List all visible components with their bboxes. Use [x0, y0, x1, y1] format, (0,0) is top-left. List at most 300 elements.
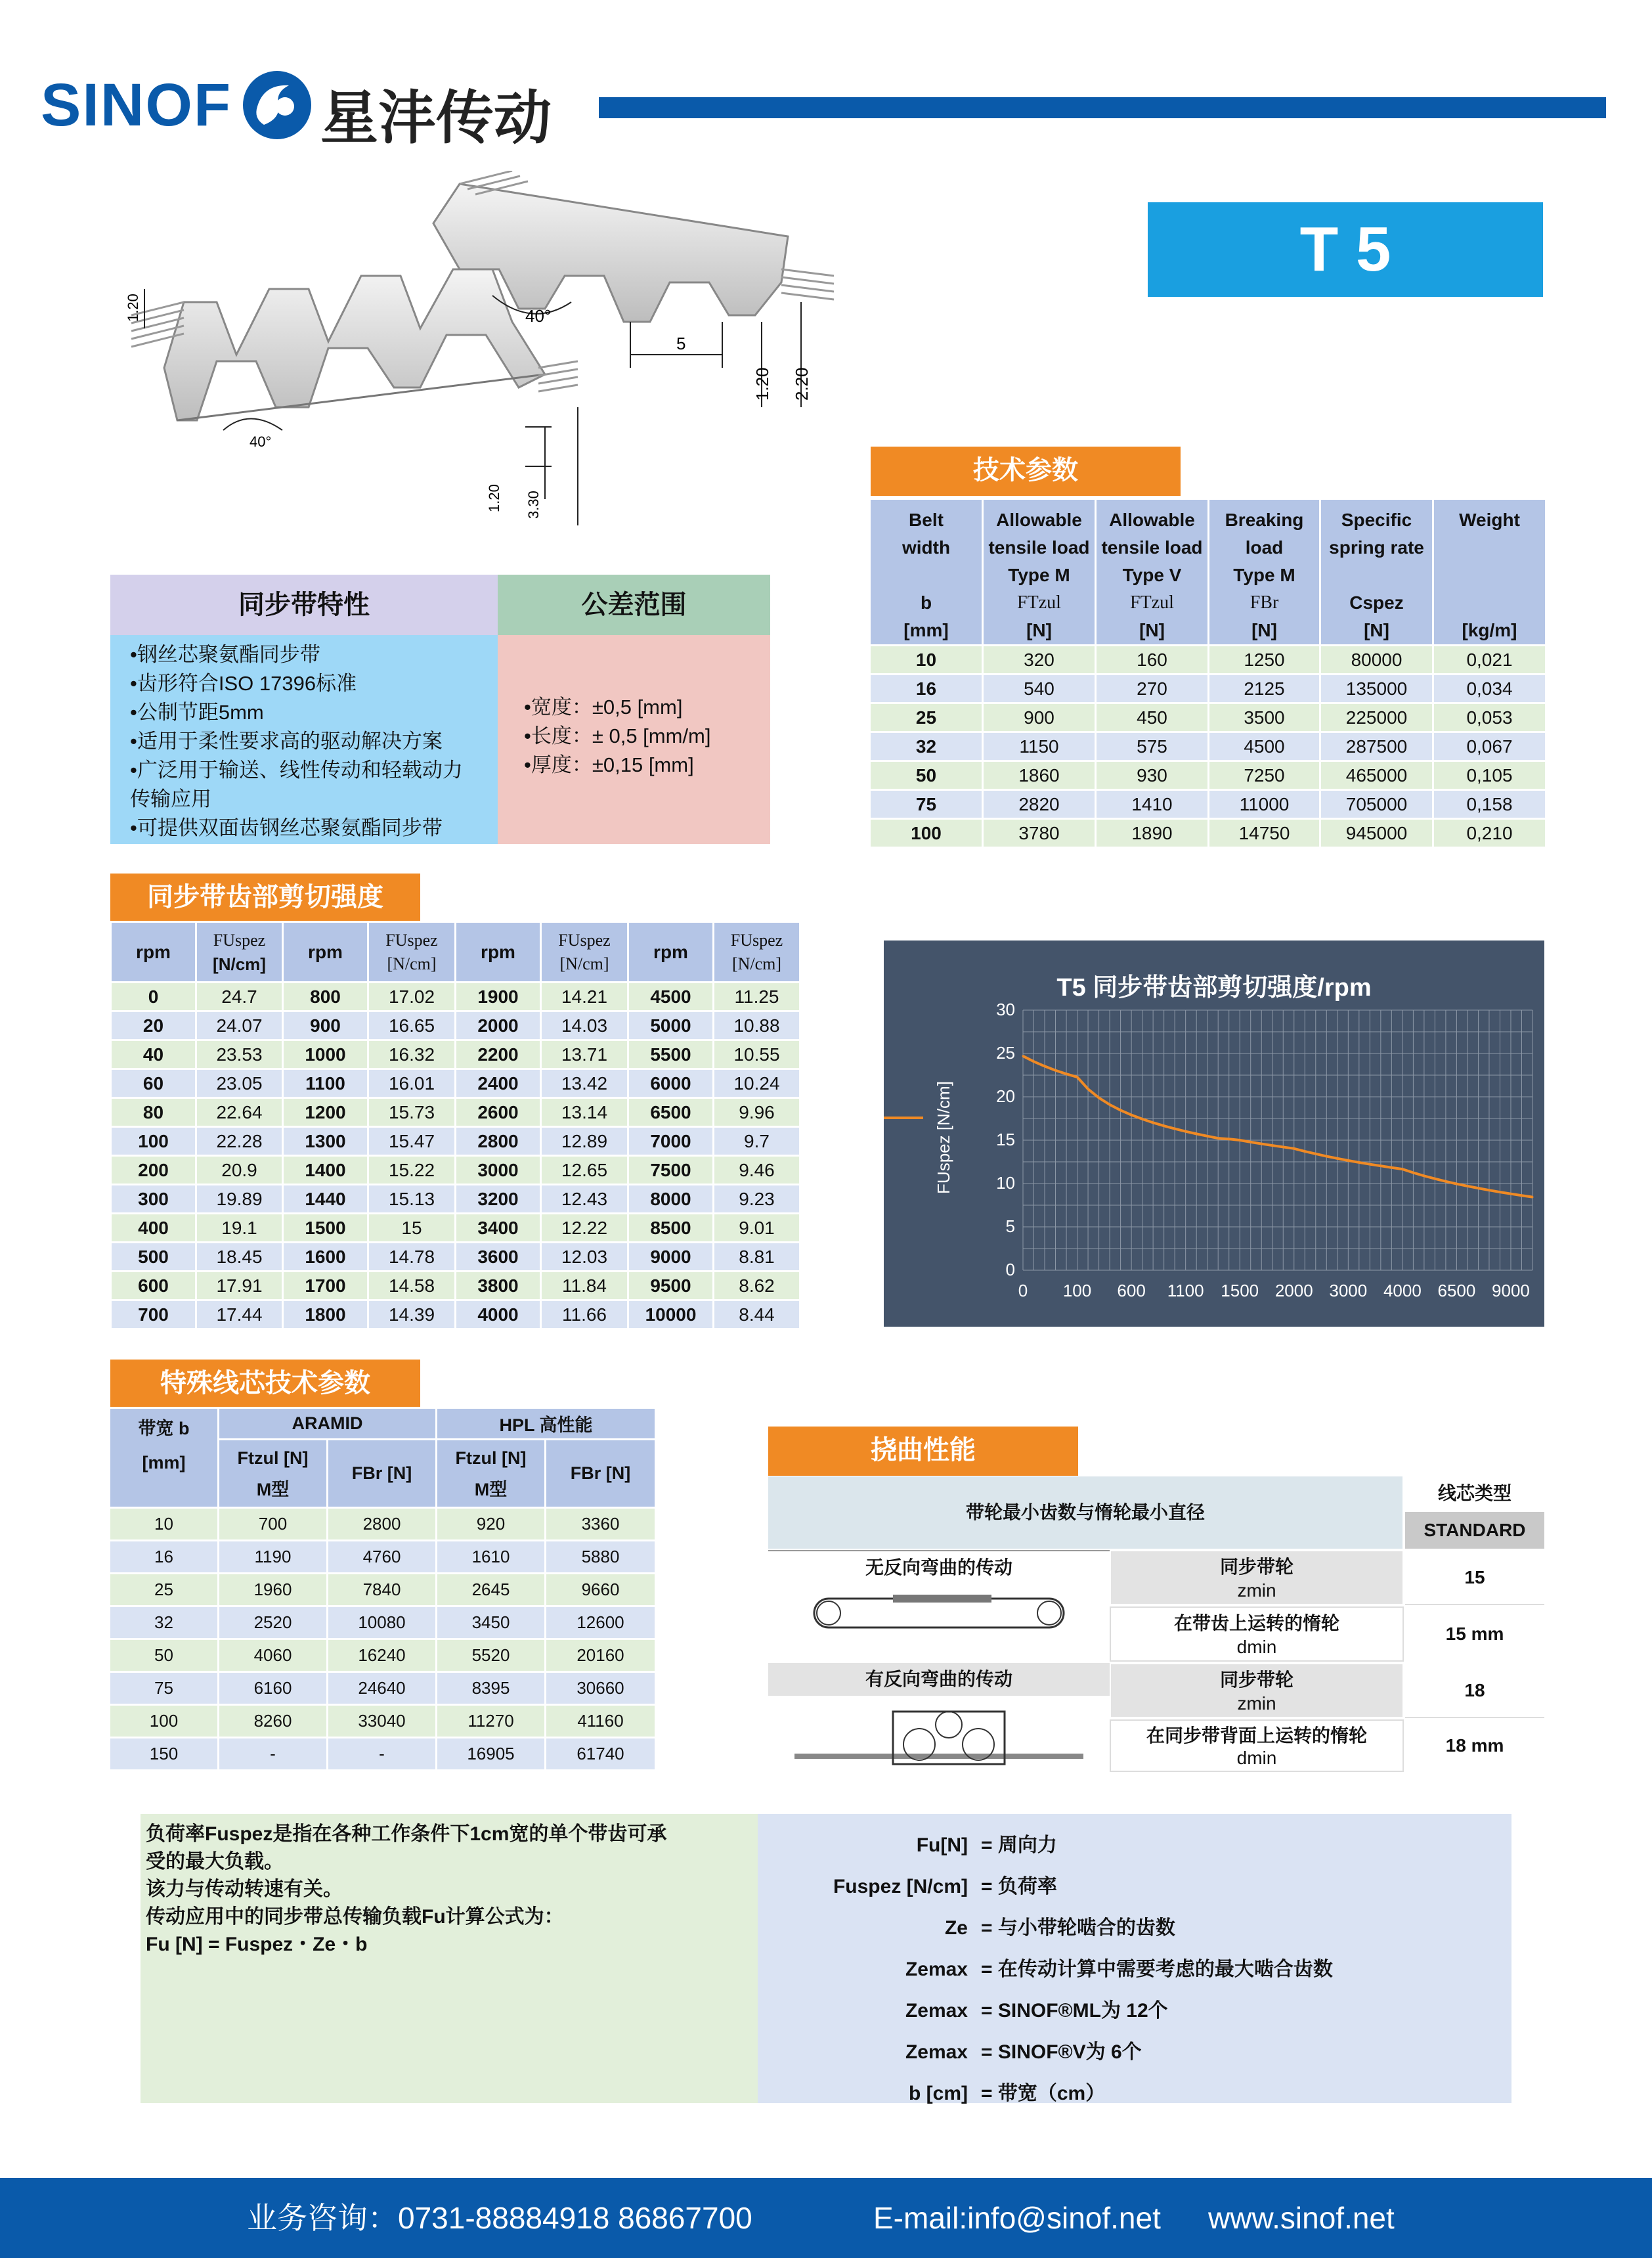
definition-row: [758, 1949, 1511, 1990]
table-cell: 150: [110, 1738, 219, 1771]
table-cell: 540: [983, 675, 1096, 703]
shear-header-force: FUspez [N/cm]: [196, 922, 283, 983]
table-cell: 80000: [1320, 646, 1433, 675]
table-cell: 15: [368, 1214, 456, 1243]
table-cell: 135000: [1320, 675, 1433, 703]
table-cell: 4500: [1209, 732, 1320, 761]
table-cell: 18.45: [196, 1243, 283, 1272]
table-cell: 200: [111, 1156, 196, 1185]
flex-title: 挠曲性能: [768, 1427, 1078, 1476]
table-cell: 14750: [1209, 819, 1320, 848]
features-list: [110, 635, 498, 844]
table-cell: 16: [870, 675, 983, 703]
table-cell: 450: [1096, 703, 1209, 732]
data-point: [1250, 1141, 1251, 1143]
table-cell: 10: [110, 1508, 219, 1541]
data-point: [1488, 1189, 1490, 1191]
table-cell: 10080: [328, 1606, 437, 1639]
table-cell: 2400: [456, 1069, 541, 1098]
table-cell: 11.25: [714, 983, 800, 1011]
brand-cn: 星沣传动: [320, 85, 552, 150]
table-row: [110, 1705, 656, 1738]
flex-r2b-value: 18 mm: [1405, 1719, 1544, 1772]
data-point: [1336, 1157, 1338, 1159]
x-tick-label: 0: [1018, 1281, 1028, 1300]
table-row: [110, 1639, 656, 1672]
data-point: [1401, 1168, 1403, 1170]
table-row: [110, 1541, 656, 1574]
table-cell: 4060: [219, 1639, 328, 1672]
table-cell: 8.44: [714, 1300, 800, 1329]
table-cell: 10: [870, 646, 983, 675]
data-point: [1434, 1178, 1436, 1180]
table-cell: 14.39: [368, 1300, 456, 1329]
table-cell: 7840: [328, 1574, 437, 1606]
features-title: 同步带特性: [110, 575, 498, 635]
x-tick-label: 9000: [1492, 1281, 1530, 1300]
definition-text: = 与小带轮啮合的齿数: [981, 1917, 1175, 1939]
tolerance-item: •厚度：±0,15 [mm]: [524, 753, 694, 776]
table-cell: 60: [111, 1069, 196, 1098]
table-row: [111, 1011, 800, 1040]
table-row: [110, 1574, 656, 1606]
table-cell: 22.28: [196, 1127, 283, 1156]
data-point: [1185, 1130, 1186, 1132]
table-cell: 15.22: [368, 1156, 456, 1185]
table-cell: 900: [983, 703, 1096, 732]
shear-body: [111, 983, 800, 1329]
flex-r1b-name: 在带齿上运转的惰轮 dmin: [1110, 1606, 1404, 1662]
y-tick-label: 30: [996, 1000, 1015, 1019]
feature-item: •广泛用于输送、线性传动和轻载动力传输应用: [130, 759, 463, 810]
data-point: [1499, 1191, 1501, 1193]
table-row: [111, 1243, 800, 1272]
table-cell: 11000: [1209, 790, 1320, 819]
table-row: [111, 1185, 800, 1214]
table-cell: 3200: [456, 1185, 541, 1214]
y-tick-label: 0: [1005, 1260, 1015, 1279]
feature-item: •公制节距5mm: [130, 701, 264, 724]
table-cell: 14.21: [541, 983, 628, 1011]
table-cell: 575: [1096, 732, 1209, 761]
table-cell: 5880: [546, 1541, 656, 1574]
flex-r1b-value: 15 mm: [1405, 1606, 1544, 1662]
table-cell: 3600: [456, 1243, 541, 1272]
data-point: [1380, 1165, 1381, 1167]
table-cell: 320: [983, 646, 1096, 675]
tech-header-cell: Specific spring rate Cspez [N]: [1320, 499, 1433, 646]
formula-panel: [141, 1814, 1511, 2103]
table-row: [110, 1738, 656, 1771]
data-point: [1282, 1146, 1284, 1148]
table-cell: 1610: [437, 1541, 546, 1574]
data-point: [1423, 1175, 1425, 1177]
table-cell: 15.13: [368, 1185, 456, 1214]
table-row: [110, 1508, 656, 1541]
table-cell: 1100: [283, 1069, 368, 1098]
data-point: [1206, 1135, 1208, 1137]
x-tick-label: 100: [1062, 1281, 1092, 1300]
data-point: [1076, 1076, 1078, 1078]
data-point: [1228, 1138, 1230, 1140]
table-cell: 3450: [437, 1606, 546, 1639]
table-cell: 12.89: [541, 1127, 628, 1156]
dim-thickness-a: 1.20: [486, 484, 502, 512]
formula-line: Fu [N] = Fuspez・Ze・b: [146, 1934, 368, 1955]
data-point: [1174, 1128, 1176, 1130]
special-title: 特殊线芯技术参数: [110, 1360, 420, 1409]
data-point: [1119, 1109, 1121, 1111]
data-point: [1412, 1172, 1414, 1174]
series-line: [1023, 1056, 1532, 1197]
table-cell: 12600: [546, 1606, 656, 1639]
table-cell: 11270: [437, 1705, 546, 1738]
table-cell: 5520: [437, 1639, 546, 1672]
footer: [0, 2178, 1652, 2258]
definition-text: = SINOF®ML为 12个: [981, 2000, 1168, 2022]
table-cell: 12.43: [541, 1185, 628, 1214]
table-cell: 40: [111, 1040, 196, 1069]
special-header-cell: FBr [N]: [328, 1440, 437, 1508]
table-cell: 14.58: [368, 1272, 456, 1300]
special-header-width: 带宽 b [mm]: [110, 1408, 219, 1508]
table-cell: 12.22: [541, 1214, 628, 1243]
chart-title: T5 同步带齿部剪切强度/rpm: [1056, 974, 1372, 1002]
header-rule: [599, 97, 1606, 118]
tolerance-title: 公差范围: [498, 575, 770, 635]
table-cell: 3780: [983, 819, 1096, 848]
shear-header-rpm: rpm: [456, 922, 541, 983]
data-point: [1326, 1155, 1328, 1157]
shear-table: [110, 921, 801, 1330]
flex-r2b-name: 在同步带背面上运转的惰轮 dmin: [1110, 1719, 1404, 1772]
dim-tooth-b: 1.20: [752, 367, 772, 401]
tolerance-item: •宽度：±0,5 [mm]: [524, 696, 683, 719]
table-cell: 12.65: [541, 1156, 628, 1185]
table-cell: 9.01: [714, 1214, 800, 1243]
table-row: [870, 703, 1546, 732]
table-cell: 7000: [628, 1127, 714, 1156]
product-code-badge: T 5: [1148, 202, 1543, 297]
data-point: [1347, 1160, 1349, 1162]
table-cell: 80: [111, 1098, 196, 1127]
table-row: [111, 1040, 800, 1069]
y-tick-label: 15: [996, 1130, 1015, 1149]
header: [0, 59, 1652, 151]
table-cell: 1300: [283, 1127, 368, 1156]
table-cell: 9660: [546, 1574, 656, 1606]
table-cell: 0,034: [1433, 675, 1546, 703]
table-cell: 9.23: [714, 1185, 800, 1214]
tech-table: [869, 498, 1547, 849]
table-cell: 14.03: [541, 1011, 628, 1040]
definition-text: = 周向力: [981, 1834, 1057, 1856]
shear-header-rpm: rpm: [111, 922, 196, 983]
definition-term: Zemax: [905, 2041, 968, 2063]
table-cell: 2000: [456, 1011, 541, 1040]
table-cell: 6160: [219, 1672, 328, 1705]
table-row: [870, 819, 1546, 848]
definition-term: Zemax: [905, 2000, 968, 2022]
tech-header-cell: Breaking load Type M FBr [N]: [1209, 499, 1320, 646]
table-cell: 11.84: [541, 1272, 628, 1300]
table-cell: 24.7: [196, 983, 283, 1011]
footer-email[interactable]: E-mail:info@sinof.net: [873, 2201, 1161, 2235]
table-cell: 160: [1096, 646, 1209, 675]
table-cell: 700: [219, 1508, 328, 1541]
flex-r1a-value: 15: [1405, 1550, 1544, 1605]
table-row: [870, 790, 1546, 819]
definition-term: Fu[N]: [916, 1834, 968, 1856]
drive-reverse-icon: [794, 1698, 1083, 1772]
table-cell: 9.7: [714, 1127, 800, 1156]
data-point: [1022, 1055, 1024, 1057]
table-cell: 900: [283, 1011, 368, 1040]
y-tick-label: 25: [996, 1043, 1015, 1063]
table-cell: 10.88: [714, 1011, 800, 1040]
table-cell: 3500: [1209, 703, 1320, 732]
table-cell: 1600: [283, 1243, 368, 1272]
table-cell: 9500: [628, 1272, 714, 1300]
table-cell: 4000: [456, 1300, 541, 1329]
data-point: [1369, 1163, 1371, 1165]
y-tick-label: 20: [996, 1086, 1015, 1106]
table-cell: 23.05: [196, 1069, 283, 1098]
table-row: [111, 983, 800, 1011]
table-cell: 50: [870, 761, 983, 790]
footer-phone: 业务咨询：0731-88884918 86867700: [247, 2201, 752, 2235]
table-cell: 4760: [328, 1541, 437, 1574]
table-cell: 287500: [1320, 732, 1433, 761]
table-row: [111, 1127, 800, 1156]
table-cell: 16.65: [368, 1011, 456, 1040]
table-cell: 1440: [283, 1185, 368, 1214]
table-cell: 9000: [628, 1243, 714, 1272]
special-body: [110, 1508, 656, 1771]
tolerance-list: [498, 635, 770, 844]
tech-body: [870, 646, 1546, 848]
table-cell: 0,067: [1433, 732, 1546, 761]
table-cell: 0,021: [1433, 646, 1546, 675]
definition-term: b [cm]: [909, 2083, 968, 2104]
table-cell: 15.47: [368, 1127, 456, 1156]
table-cell: 9.46: [714, 1156, 800, 1185]
table-cell: 800: [283, 983, 368, 1011]
x-tick-label: 6500: [1437, 1281, 1476, 1300]
table-cell: 17.02: [368, 983, 456, 1011]
formula-line: 受的最大负载。: [146, 1851, 284, 1872]
y-axis-label: FUspez [N/cm]: [934, 1081, 953, 1194]
table-cell: 3360: [546, 1508, 656, 1541]
data-point: [1033, 1061, 1035, 1063]
data-point: [1532, 1196, 1534, 1198]
table-cell: 24640: [328, 1672, 437, 1705]
shear-title: 同步带齿部剪切强度: [110, 874, 420, 923]
table-cell: 1800: [283, 1300, 368, 1329]
tech-title: 技术参数: [871, 447, 1181, 496]
data-point: [1109, 1103, 1111, 1105]
table-cell: 8.81: [714, 1243, 800, 1272]
table-cell: 10.55: [714, 1040, 800, 1069]
special-header-cell: Ftzul [N] M型: [219, 1440, 328, 1508]
table-cell: 500: [111, 1243, 196, 1272]
table-cell: 75: [870, 790, 983, 819]
table-cell: 1410: [1096, 790, 1209, 819]
definition-row: [758, 1990, 1511, 2031]
table-cell: 10000: [628, 1300, 714, 1329]
table-cell: 11.66: [541, 1300, 628, 1329]
data-point: [1217, 1138, 1219, 1140]
tech-header-cell: Weight [kg/m]: [1433, 499, 1546, 646]
table-cell: 705000: [1320, 790, 1433, 819]
shear-header-rpm: rpm: [283, 922, 368, 983]
y-tick-label: 10: [996, 1173, 1015, 1193]
table-cell: 3800: [456, 1272, 541, 1300]
data-point: [1477, 1187, 1479, 1189]
table-cell: 8.62: [714, 1272, 800, 1300]
table-cell: 7500: [628, 1156, 714, 1185]
data-point: [1466, 1185, 1468, 1187]
flex-r1a-name: 同步带轮 zmin: [1110, 1550, 1404, 1605]
table-cell: 16: [110, 1541, 219, 1574]
table-cell: 20: [111, 1011, 196, 1040]
table-cell: 600: [111, 1272, 196, 1300]
table-row: [111, 1156, 800, 1185]
table-cell: 100: [870, 819, 983, 848]
table-cell: -: [219, 1738, 328, 1771]
table-cell: 8260: [219, 1705, 328, 1738]
table-cell: 22.64: [196, 1098, 283, 1127]
table-cell: 0,105: [1433, 761, 1546, 790]
table-cell: 13.42: [541, 1069, 628, 1098]
table-row: [111, 1272, 800, 1300]
table-cell: 25: [870, 703, 983, 732]
data-point: [1315, 1153, 1316, 1155]
formula-definitions: [758, 1814, 1511, 2103]
data-point: [1358, 1161, 1360, 1163]
table-cell: 19.89: [196, 1185, 283, 1214]
special-header-cell: FBr [N]: [546, 1440, 656, 1508]
table-cell: 61740: [546, 1738, 656, 1771]
table-cell: 6000: [628, 1069, 714, 1098]
table-row: [870, 732, 1546, 761]
table-cell: 75: [110, 1672, 219, 1705]
data-point: [1391, 1166, 1393, 1168]
table-cell: 1200: [283, 1098, 368, 1127]
formula-line: 该力与传动转速有关。: [146, 1878, 343, 1900]
definition-term: Fuspez [N/cm]: [833, 1876, 968, 1897]
angle-label-a: 40°: [250, 433, 272, 450]
table-cell: 16240: [328, 1639, 437, 1672]
special-header-cell: Ftzul [N] M型: [437, 1440, 546, 1508]
data-point: [1239, 1140, 1241, 1141]
table-cell: 5500: [628, 1040, 714, 1069]
footer-web[interactable]: www.sinof.net: [1208, 2201, 1395, 2235]
shear-header-force: FUspez [N/cm]: [541, 922, 628, 983]
table-row: [870, 761, 1546, 790]
table-cell: 1890: [1096, 819, 1209, 848]
table-cell: 7250: [1209, 761, 1320, 790]
table-cell: 2820: [983, 790, 1096, 819]
data-point: [1445, 1180, 1446, 1182]
table-cell: 3400: [456, 1214, 541, 1243]
table-cell: 2800: [328, 1508, 437, 1541]
flex-header-main: 带轮最小齿数与惰轮最小直径: [768, 1476, 1402, 1549]
table-cell: 270: [1096, 675, 1209, 703]
shear-chart: [884, 941, 1544, 1327]
definition-text: = 负荷率: [981, 1876, 1057, 1897]
table-cell: 2600: [456, 1098, 541, 1127]
table-cell: 50: [110, 1639, 219, 1672]
table-row: [111, 1214, 800, 1243]
table-cell: 1400: [283, 1156, 368, 1185]
flex-header-type: 线芯类型: [1405, 1476, 1544, 1511]
table-row: [111, 1300, 800, 1329]
table-cell: 0,158: [1433, 790, 1546, 819]
table-cell: 20160: [546, 1639, 656, 1672]
data-point: [1304, 1151, 1306, 1153]
table-cell: 2520: [219, 1606, 328, 1639]
table-cell: 23.53: [196, 1040, 283, 1069]
pitch-label: 5: [676, 334, 686, 353]
special-header-aramid: ARAMID: [219, 1408, 437, 1440]
feature-item: •可提供双面齿钢丝芯聚氨酯同步带: [130, 816, 443, 839]
data-point: [1521, 1195, 1523, 1197]
table-cell: 2800: [456, 1127, 541, 1156]
formula-line: 负荷率Fuspez是指在各种工作条件下1cm宽的单个带齿可承: [146, 1823, 667, 1845]
table-row: [111, 1098, 800, 1127]
table-cell: 4500: [628, 983, 714, 1011]
definition-text: = 带宽（cm）: [981, 2083, 1106, 2104]
tech-header-cell: Allowable tensile load Type V FTzul [N]: [1096, 499, 1209, 646]
table-cell: 10.24: [714, 1069, 800, 1098]
data-point: [1271, 1145, 1273, 1147]
definition-row: [758, 1825, 1511, 1866]
table-cell: 6500: [628, 1098, 714, 1127]
table-cell: 24.07: [196, 1011, 283, 1040]
table-cell: 0,210: [1433, 819, 1546, 848]
table-cell: 14.78: [368, 1243, 456, 1272]
shear-header-force: FUspez [N/cm]: [368, 922, 456, 983]
table-cell: 32: [110, 1606, 219, 1639]
table-cell: 930: [1096, 761, 1209, 790]
data-point: [1044, 1065, 1046, 1067]
table-cell: 25: [110, 1574, 219, 1606]
table-cell: 17.91: [196, 1272, 283, 1300]
table-cell: 2645: [437, 1574, 546, 1606]
definition-row: [758, 1866, 1511, 1907]
y-tick-label: 5: [1005, 1216, 1015, 1236]
table-row: [870, 646, 1546, 675]
data-point: [1141, 1118, 1143, 1120]
table-cell: 16.32: [368, 1040, 456, 1069]
table-cell: 1500: [283, 1214, 368, 1243]
definition-text: = SINOF®V为 6个: [981, 2041, 1142, 2063]
table-cell: 5000: [628, 1011, 714, 1040]
feature-item: •钢丝芯聚氨酯同步带: [130, 643, 320, 666]
data-point: [1163, 1125, 1165, 1127]
table-cell: 920: [437, 1508, 546, 1541]
data-point: [1196, 1133, 1198, 1135]
drive-no-reverse-icon: [794, 1587, 1083, 1639]
table-cell: 1000: [283, 1040, 368, 1069]
tech-header-cell: Belt width b [mm]: [870, 499, 983, 646]
table-cell: 8395: [437, 1672, 546, 1705]
definition-row: [758, 2031, 1511, 2073]
data-point: [1066, 1073, 1068, 1075]
table-row: [111, 1069, 800, 1098]
dim-total-a: 3.30: [525, 491, 542, 519]
